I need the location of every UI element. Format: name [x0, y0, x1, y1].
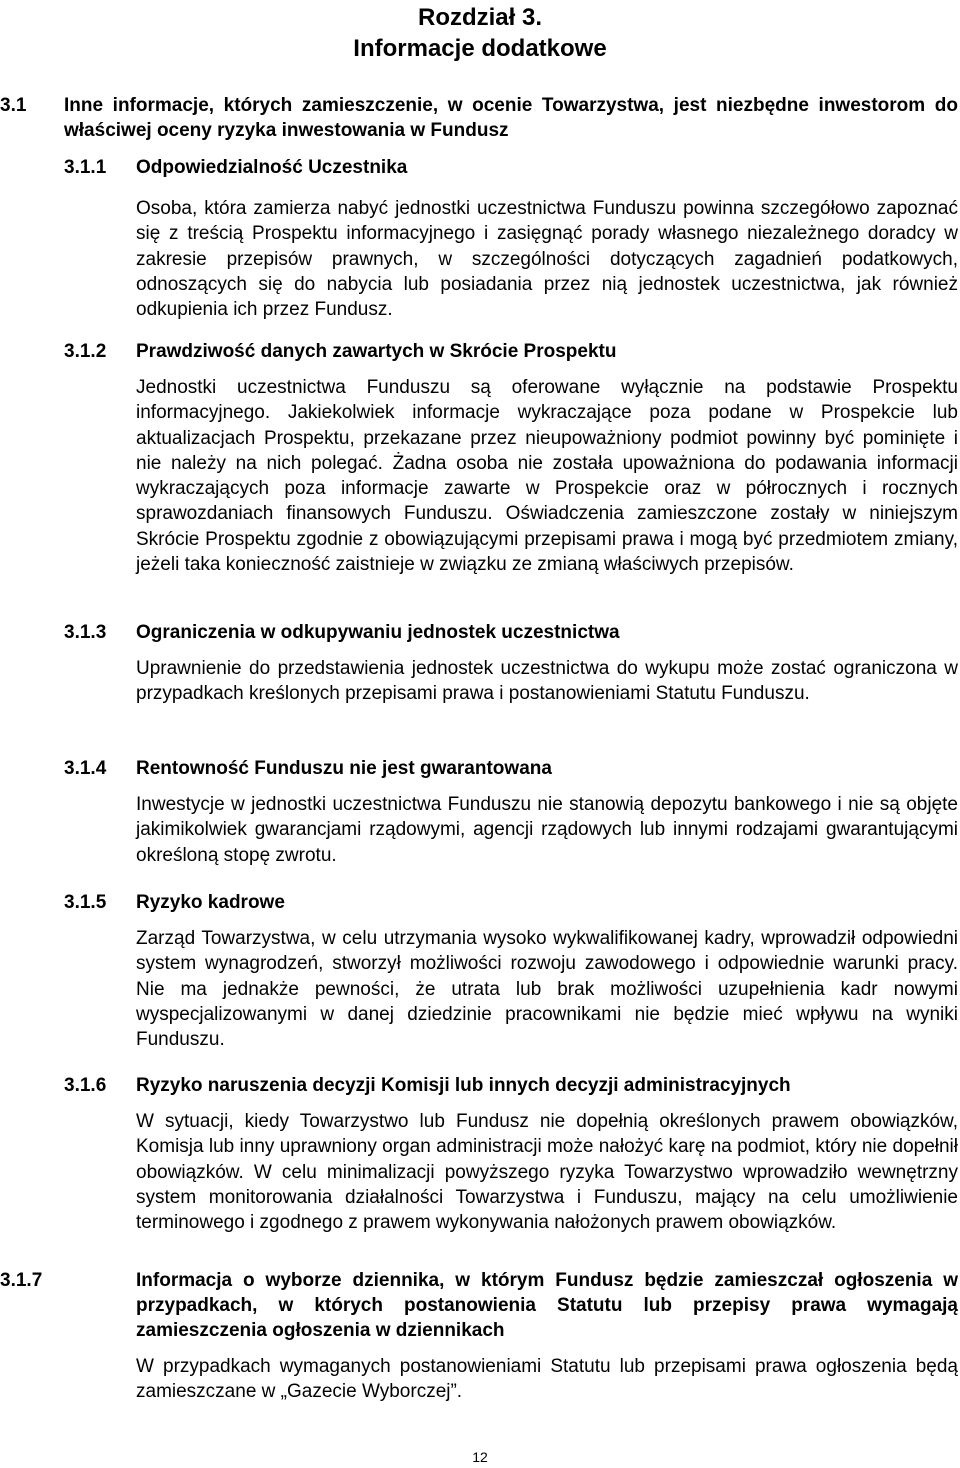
subsection-body: Jednostki uczestnictwa Funduszu są oferowane wyłącznie na podstawie Prospektu informacyjnego. Jakiekolwiek informacje wykraczające poza podane w Prospekcie lub aktualizacjach Prospektu, przekazane przez nieupoważniony podmiot powinny być pominięte i nie należy na nich polegać. Żadna osoba nie została upoważniona do podawania informacji wykraczających poza informacje zawarte w Prospekcie oraz w półrocznych i rocznych sprawozdaniach finansowych Funduszu. Oświadczenia zamieszczone zostały w niniejszym Skrócie Prospektu zgodnie z obowiązującymi przepisami prawa i mogą być przedmiotem zmiany, jeżeli taka konieczność zaistnieje w związku ze zmianą właściwych przepisów. [136, 377, 958, 576]
subsection-body: Osoba, która zamierza nabyć jednostki uczestnictwa Funduszu powinna szczegółowo zapoznać się z treścią Prospektu informacyjnego i zasięgnąć porady własnego niezależnego doradcy w zakresie przepisów prawnych, w szczególności dotyczących zagadnień podatkowych, odnoszących się do nabycia lub posiadania przez nią jednostek uczestnictwa, jak również odkupienia ich przez Fundusz. [136, 198, 958, 321]
subsection-title: Odpowiedzialność Uczestnika [136, 157, 408, 178]
subsection-title: Ograniczenia w odkupywaniu jednostek uczestnictwa [136, 622, 620, 643]
subsection-body: W przypadkach wymaganych postanowieniami Statutu lub przepisami prawa ogłoszenia będą zamieszczane w „Gazecie Wyborczej”. [136, 1356, 958, 1403]
subsection-title: Ryzyko naruszenia decyzji Komisji lub innych decyzji administracyjnych [136, 1075, 791, 1096]
subsection-title: Prawdziwość danych zawartych w Skrócie Prospektu [136, 341, 617, 362]
subsection-title: Informacja o wyborze dziennika, w którym Fundusz będzie zamieszczał ogłoszenia w przypadkach, w których postanowienia Statutu lub przepisy prawa wymagają zamieszczenia ogłoszenia w dziennikach [136, 1270, 958, 1341]
subsection-body: Inwestycje w jednostki uczestnictwa Funduszu nie stanowią depozytu bankowego i nie są objęte jakimikolwiek gwarancjami rządowymi, agencji rządowych lub innymi rodzajami gwarantującymi określoną stopę zwrotu. [136, 794, 958, 866]
subsection-newspaper [0, 1268, 958, 1405]
subsection-title: Rentowność Funduszu nie jest gwarantowana [136, 758, 552, 779]
subsection-number: 3.1.4 [64, 758, 107, 779]
subsection-number: 3.1.3 [64, 622, 107, 643]
subsection-responsibility [0, 155, 958, 322]
chapter-number: Rozdział 3. [417, 4, 543, 31]
subsection-number: 3.1.1 [64, 157, 107, 178]
subsection-heading [0, 1073, 958, 1098]
subsection-data-truth [0, 339, 958, 577]
subsection-number: 3.1.6 [64, 1075, 107, 1096]
subsection-number: 3.1.2 [64, 341, 107, 362]
subsection-redemption-limits [0, 620, 958, 707]
page-number: 12 [472, 1449, 488, 1465]
subsection-title: Ryzyko kadrowe [136, 892, 285, 913]
subsection-heading [0, 155, 958, 180]
subsection-heading [0, 1268, 958, 1343]
subsection-decision-risk [0, 1073, 958, 1235]
section-title: Inne informacje, których zamieszczenie, w ocenie Towarzystwa, jest niezbędne inwestorom do właściwej oceny ryzyka inwestowania w Fundusz [64, 95, 958, 141]
subsection-number: 3.1.7 [0, 1270, 43, 1291]
subsection-staff-risk [0, 890, 958, 1052]
subsection-heading [0, 620, 958, 645]
chapter-name: Informacje dodatkowe [353, 35, 607, 62]
section-number: 3.1 [0, 95, 27, 116]
subsection-profitability [0, 756, 958, 868]
section-heading [0, 93, 958, 143]
subsection-heading [0, 890, 958, 915]
subsection-body: W sytuacji, kiedy Towarzystwo lub Fundusz nie dopełnią określonych prawem obowiązków, Komisja lub inny uprawniony organ administracji może nałożyć karę na podmiot, który nie dopełnił obowiązków. W celu minimalizacji powyższego ryzyka Towarzystwo wprowadziło wewnętrzny system monitorowania działalności Towarzystwa i Funduszu, mający na celu umożliwienie terminowego i zgodnego z prawem wykonywania nałożonych prawem obowiązków. [136, 1111, 958, 1234]
subsection-number: 3.1.5 [64, 892, 107, 913]
chapter-title [0, 2, 960, 64]
subsection-body: Zarząd Towarzystwa, w celu utrzymania wysoko wykwalifikowanej kadry, wprowadził odpowiedni system wynagrodzeń, stworzył możliwości rozwoju zawodowego i odpowiednie warunki pracy. Nie ma jednakże pewności, że utrata lub brak możliwości uzupełnienia kadr nowymi wyspecjalizowanymi w danej dziedzinie pracownikami nie będzie mieć wpływu na wyniki Funduszu. [136, 928, 958, 1051]
subsection-heading [0, 339, 958, 364]
subsection-body: Uprawnienie do przedstawienia jednostek uczestnictwa do wykupu może zostać ograniczona w przypadkach kreślonych przepisami prawa i postanowieniami Statutu Funduszu. [136, 658, 958, 705]
subsection-heading [0, 756, 958, 781]
